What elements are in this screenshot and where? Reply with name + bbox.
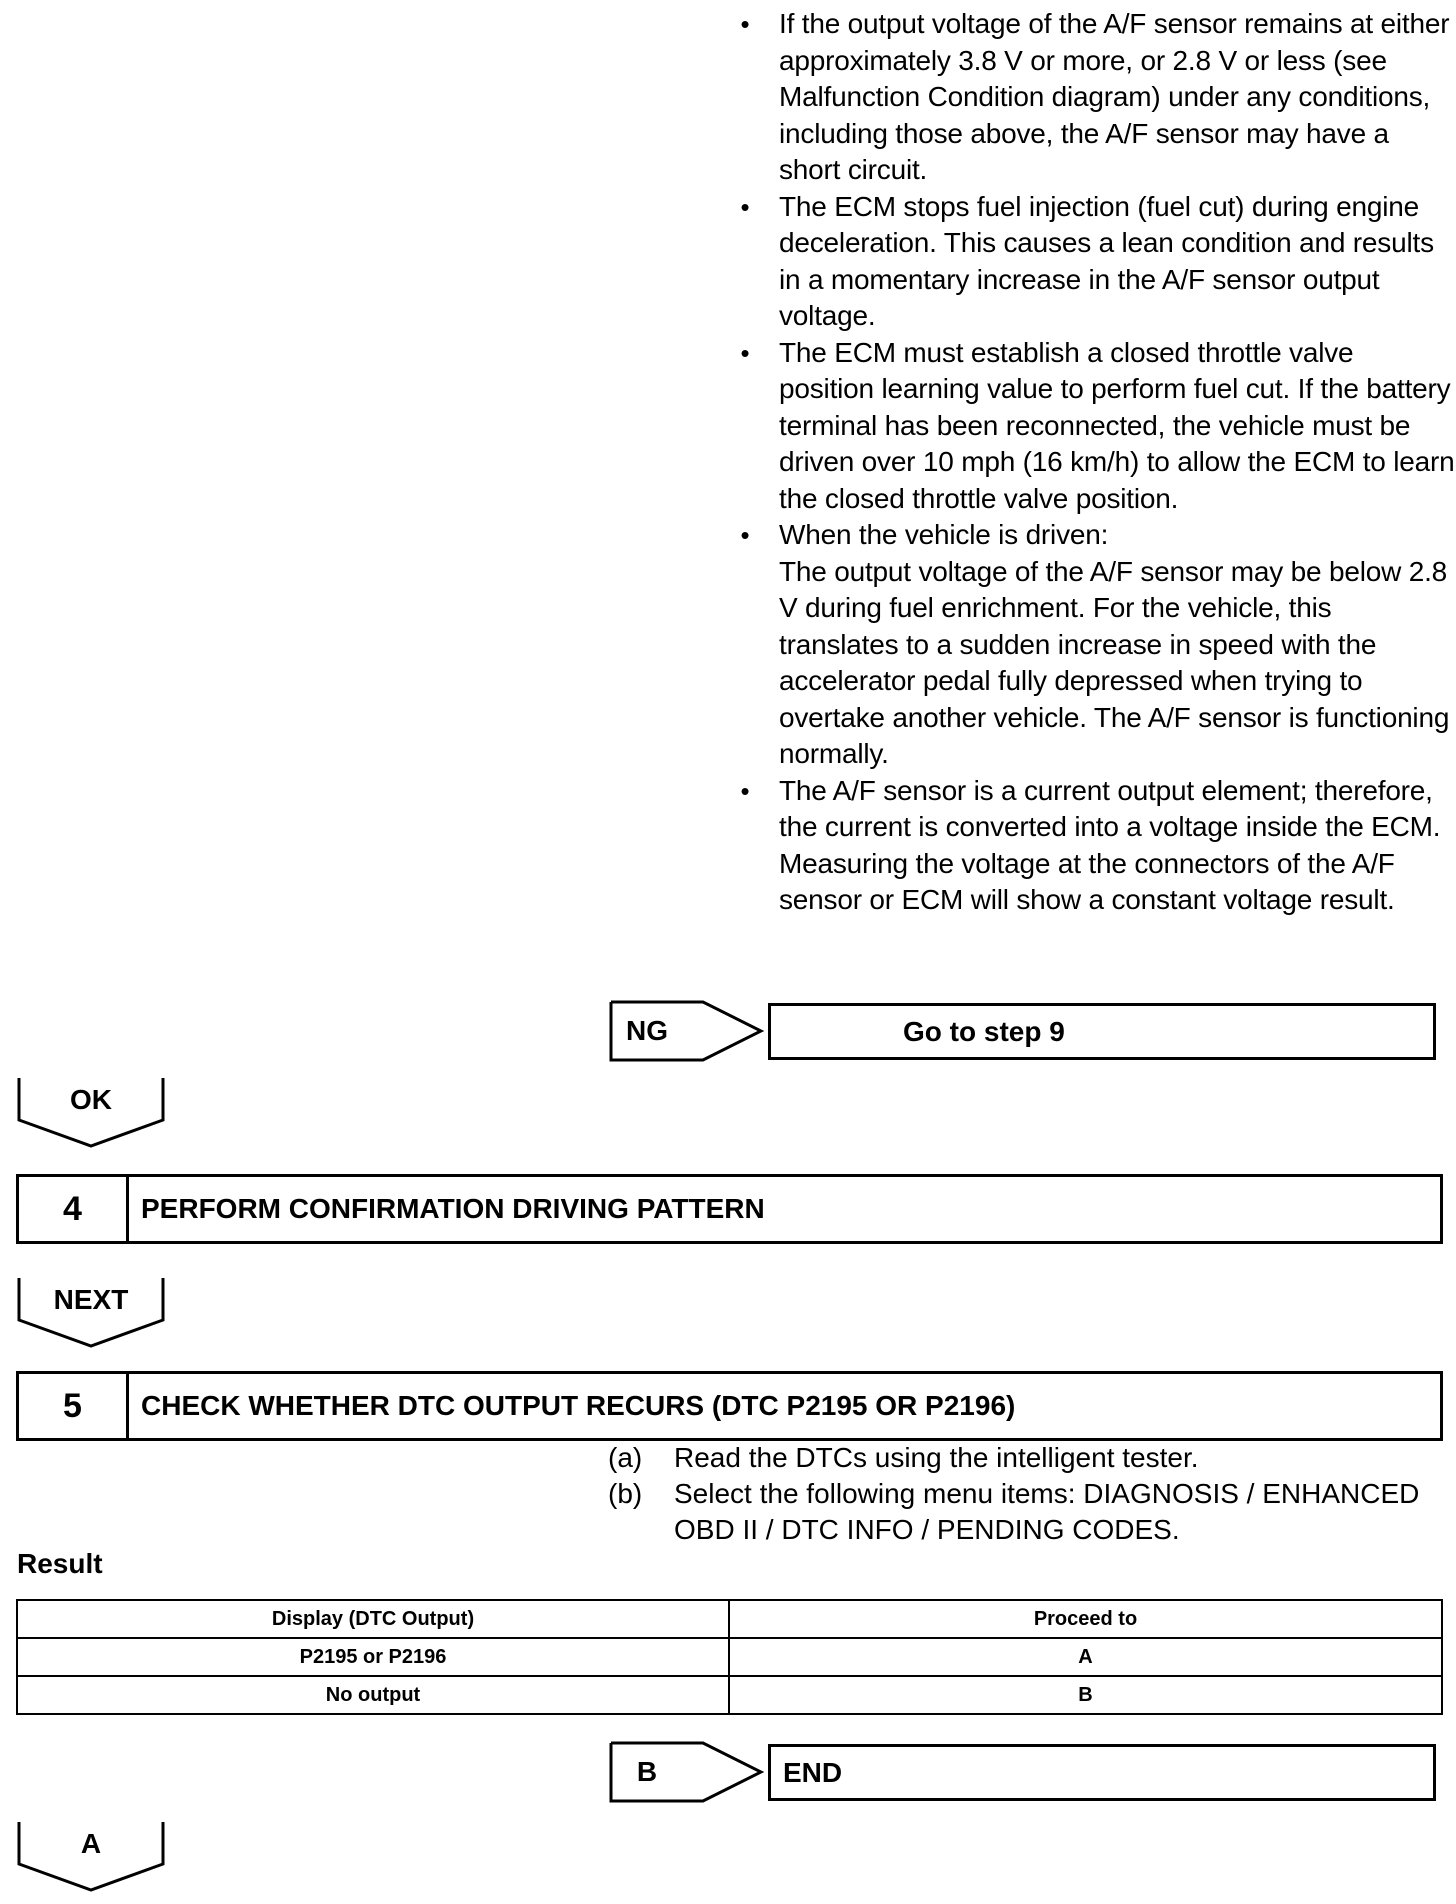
step-4-header: [16, 1174, 1443, 1244]
ok-flow-tab: [17, 1076, 165, 1148]
notes-list: [735, 6, 1455, 919]
note-text: The ECM must establish a closed throttle valve position learning value to perform fuel cut. If the battery terminal has been reconnected, the vehicle must be driven over 10 mph (16 km/h) to allow the ECM to learn the closed throttle valve position.: [779, 336, 1455, 514]
go-to-step-9-box[interactable]: [768, 1003, 1436, 1060]
bullet-icon: •: [740, 520, 750, 550]
ng-label: NG: [626, 1015, 668, 1046]
table-cell: B: [729, 1676, 1442, 1714]
b-label: B: [636, 1756, 658, 1787]
table-cell: P2195 or P2196: [17, 1638, 729, 1676]
table-row: [17, 1638, 1442, 1676]
column-header: Proceed to: [729, 1600, 1442, 1638]
note-item: [735, 335, 1455, 518]
next-label: NEXT: [53, 1284, 129, 1315]
note-text: When the vehicle is driven:: [779, 519, 1109, 550]
substep-text: Read the DTCs using the intelligent tester.: [674, 1442, 1199, 1473]
table-row: [17, 1676, 1442, 1714]
substeps-list: [608, 1440, 1448, 1548]
substep-text: Select the following menu items: DIAGNOSIS / ENHANCED OBD II / DTC INFO / PENDING CODES.: [674, 1478, 1420, 1545]
table-cell: No output: [17, 1676, 729, 1714]
go-to-step-9-text: Go to step 9: [903, 1016, 1065, 1047]
note-detail-text: The output voltage of the A/F sensor may be below 2.8 V during fuel enrichment. For the vehicle, this translates to a sudden increase in speed with the accelerator pedal fully depressed when trying to overtake another vehicle. The A/F sensor is functioning normally.: [779, 555, 1450, 769]
note-item: [735, 773, 1455, 919]
result-heading: Result: [17, 1548, 103, 1579]
a-flow-tab: [17, 1820, 165, 1892]
step-title: PERFORM CONFIRMATION DRIVING PATTERN: [141, 1193, 765, 1224]
substep-item: [608, 1476, 1448, 1548]
substep-item: [608, 1440, 1448, 1476]
ok-label: OK: [70, 1084, 112, 1115]
result-table: [16, 1599, 1443, 1715]
step-number: 4: [19, 1177, 129, 1241]
bullet-icon: •: [740, 9, 750, 39]
table-header-row: [17, 1600, 1442, 1638]
note-text: The ECM stops fuel injection (fuel cut) during engine deceleration. This causes a lean condition and results in a momentary increase in the A/F sensor output voltage.: [779, 190, 1434, 331]
step-title: CHECK WHETHER DTC OUTPUT RECURS (DTC P2195 OR P2196): [141, 1390, 1016, 1421]
step-5-header: [16, 1371, 1443, 1441]
table-cell: A: [729, 1638, 1442, 1676]
substep-marker: (b): [608, 1478, 643, 1509]
step-number: 5: [19, 1374, 129, 1438]
bullet-icon: •: [740, 191, 750, 222]
substep-marker: (a): [608, 1442, 643, 1473]
bullet-icon: •: [740, 775, 750, 806]
column-header: Display (DTC Output): [17, 1600, 729, 1638]
note-item: [735, 517, 1455, 773]
note-text: The A/F sensor is a current output element; therefore, the current is converted into a voltage inside the ECM. Measuring the voltage at the connectors of the A/F sensor or ECM will show a constant voltage result.: [779, 774, 1441, 915]
end-box[interactable]: END: [768, 1744, 1436, 1801]
note-text: If the output voltage of the A/F sensor remains at either approximately 3.8 V or more, or 2.8 V or less (see Malfunction Condition diagram) under any conditions, including those above, the A/F sensor may have a short circuit.: [779, 8, 1450, 185]
bullet-icon: •: [740, 337, 750, 368]
next-flow-tab: [17, 1276, 165, 1348]
note-item: [735, 189, 1455, 335]
note-item: [735, 6, 1455, 189]
a-label: A: [80, 1828, 102, 1859]
